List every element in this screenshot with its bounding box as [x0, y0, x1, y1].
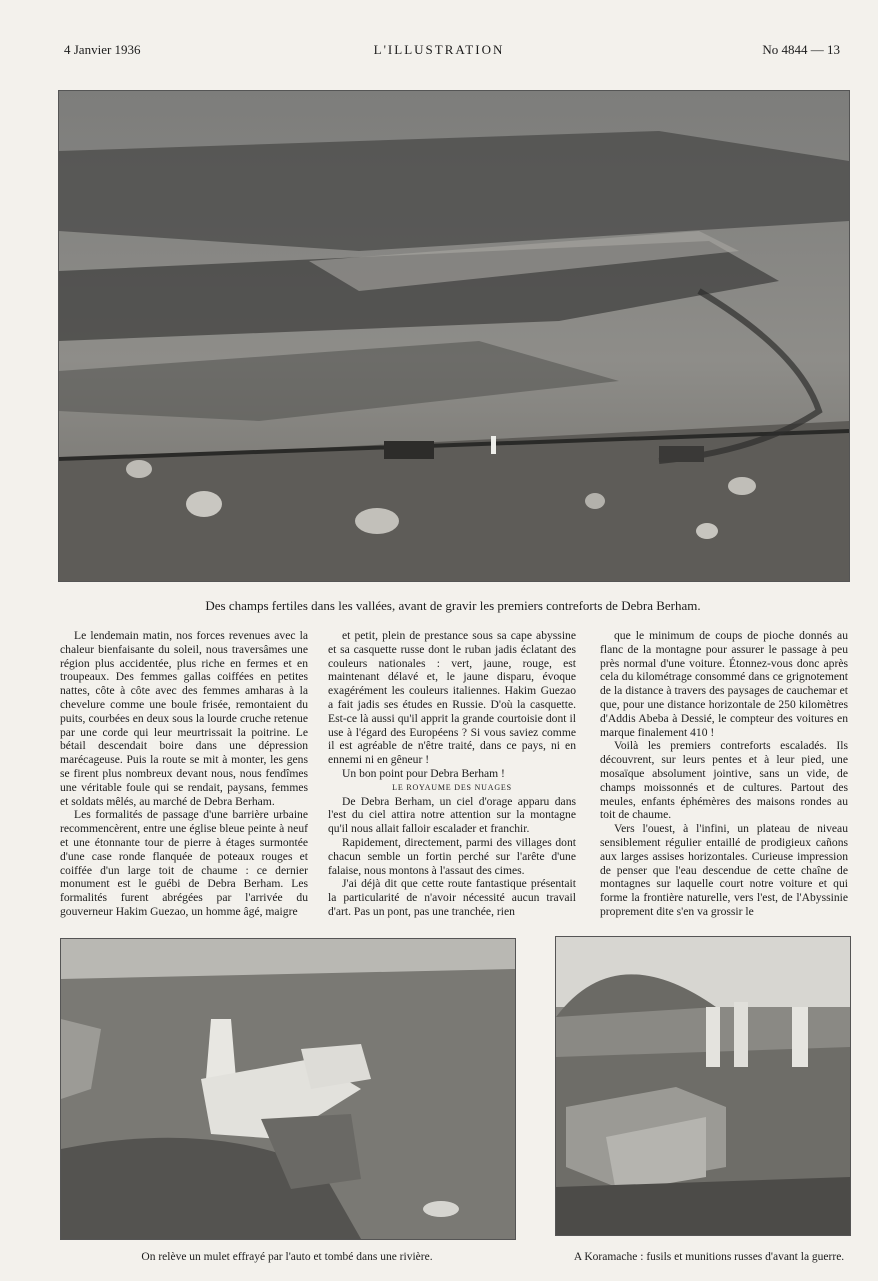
paragraph: Rapidement, directement, parmi des villages dont chacun semble un fortin perché sur l'arête d'une falaise, nous montons à l'assaut des cimes.: [328, 835, 576, 877]
paragraph: et petit, plein de prestance sous sa cape abyssine et sa casquette russe dont le ruban jadis éclatant des couleurs nationales : vert, jaune, rouge, est maintenant délavé et, le jaune disparu, évoque exagérément les couleurs italiennes. Hakim Guezao a fait jadis ses études en Russie. D'où la casquette. Est-ce là aussi qu'il apprit la grande courtoisie dont il use à l'égard des Européens ? Si vous saviez comme il est agréable de n'être traité, dans ce pays, ni en ennemi ni en gêneur !: [328, 629, 576, 767]
photo-fields-valley: [58, 90, 850, 582]
paragraph: Les formalités de passage d'une barrière urbaine recommencèrent, entre une église bleue peinte à neuf et une étonnante tour de pierre à étages surmontée d'une case ronde flanquée de poteaux rouges et coiffée d'un large toit de chaume : ce dernier monument est le guébi de Debra Berham. Les formalités furent abrégées par l'arrivée du gouverneur Hakim Guezao, un homme âgé, maigre: [60, 808, 308, 918]
article-column-3: [600, 629, 848, 919]
issue-date: 4 Janvier 1936: [64, 42, 141, 57]
caption-fields-photo: Des champs fertiles dans les vallées, avant de gravir les premiers contreforts de Debra Berham.: [205, 598, 701, 613]
paragraph: De Debra Berham, un ciel d'orage apparu dans l'est du ciel attira notre attention sur la montagne qu'il nous allait falloir escalader et franchir.: [328, 794, 576, 836]
publication-title: L'ILLUSTRATION: [373, 42, 505, 57]
section-subhead: LE ROYAUME DES NUAGES: [392, 782, 512, 792]
caption-mule-photo: On relève un mulet effrayé par l'auto et tombé dans une rivière.: [141, 1251, 433, 1263]
paragraph: Vers l'ouest, à l'infini, un plateau de niveau sensiblement régulier entaillé de prodigieux cañons aux larges assises horizontales. Curieuse impression de penser que l'eau descendue de cette chaîne de montagnes sur laquelle court notre voiture et qui forme la frontière naturelle, vers l'est, de l'Abyssinie proprement dite s'en va grossir le: [600, 822, 848, 918]
photo-koramache-weapons: [555, 936, 851, 1236]
paragraph: J'ai déjà dit que cette route fantastique présentait la particularité de n'avoir nécessité aucun travail d'art. Pas un pont, pas une tranchée, rien: [328, 877, 576, 918]
article-column-2: [328, 629, 576, 919]
photo-mule-river: [60, 938, 516, 1240]
paragraph: Le lendemain matin, nos forces revenues avec la chaleur bienfaisante du soleil, nous traversâmes une région plus accidentée, plus riche en fermes et en troupeaux. Des femmes gallas coiffées en petites nattes, côte à côte avec des femmes amharas à la chevelure comme une boule frisée, remontaient du puits, courbées en deux sous la lourde cruche retenue par une corde qui leur meurtrissait la poitrine. Le bétail descendait boire dans une dépression marécageuse. Puis la route se mit à monter, les gens se firent plus nombreux devant nous, nous fendîmes une véritable foule qui se rendait, paysans, femmes et soldats mêlés, au marché de Debra Berham.: [60, 629, 308, 808]
issue-number: No 4844 — 13: [762, 42, 840, 57]
paragraph: Voilà les premiers contreforts escaladés. Ils découvrent, sur leurs pentes et à leur pied, une mosaïque absolument jointive, sans un vide, de champs moissonnés et de cultures. Partout des meules, enfants éphémères des maisons rondes au toit de chaume.: [600, 739, 848, 822]
article-column-1: [60, 629, 308, 919]
caption-koramache-photo: A Koramache : fusils et munitions russes d'avant la guerre.: [573, 1251, 845, 1263]
paragraph: que le minimum de coups de pioche donnés au flanc de la montagne pour assurer le passage à peu près normal d'une voiture. Étonnez-vous donc après cela du kilométrage consommé dans ce grignotement de la distance à travers des paysages de cauchemar et que, pour une distance horizontale de 250 kilomètres d'Addis Abeba à Dessié, le compteur des voitures en marque finalement 410 !: [600, 629, 848, 739]
paragraph: Un bon point pour Debra Berham !: [342, 766, 505, 780]
